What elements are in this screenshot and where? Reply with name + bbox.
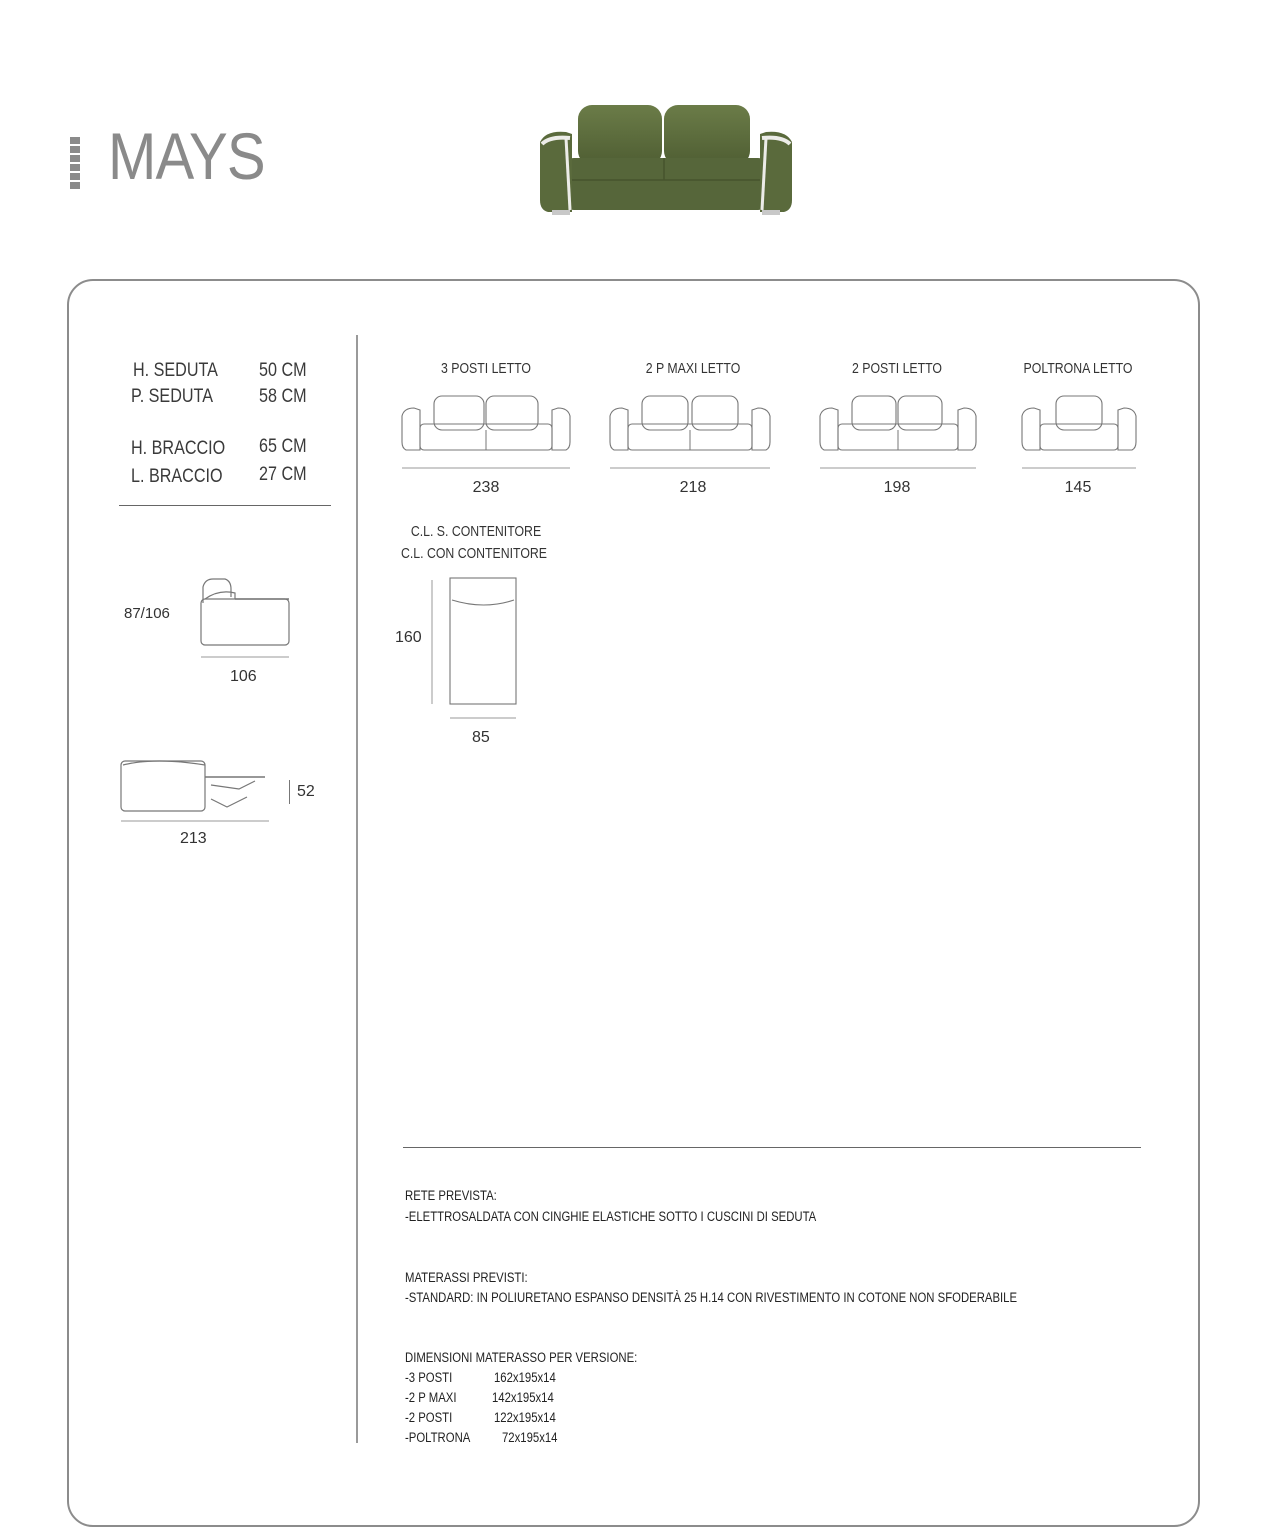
chaise-height-label: 160 [395,629,422,646]
materassi-title: MATERASSI PREVISTI: [405,1270,528,1285]
chaise-width-label: 85 [472,729,490,746]
model-name: POLTRONA LETTO [1023,360,1133,377]
spec-label: P. SEDUTA [131,386,213,407]
open-height-label: 52 [297,783,315,800]
column-divider [356,335,358,1443]
poltrona-drawing [1020,392,1138,472]
notes-divider [403,1147,1141,1148]
spec-label: L. BRACCIO [131,466,223,487]
spec-value: 27 CM [259,464,307,485]
materassi-text: -STANDARD: IN POLIURETANO ESPANSO DENSITÀ 25 H.14 CON RIVESTIMENTO IN COTONE NON SFODERABILE [405,1290,1018,1305]
model-name: 2 POSTI LETTO [851,360,942,377]
dim-size: 72x195x14 [502,1430,558,1445]
open-height-tick [289,780,290,804]
rete-title: RETE PREVISTA: [405,1188,497,1203]
open-bed-drawing [115,755,275,825]
spec-value: 65 CM [259,436,307,457]
chaise-label-1: C.L. S. CONTENITORE [410,523,542,540]
title-bar-icon [70,137,80,191]
model-width: 218 [679,479,707,496]
chaise-drawing [428,576,520,722]
side-height-label: 87/106 [124,605,170,622]
page-title: MAYS [108,119,265,193]
model-name: 2 P MAXI LETTO [645,360,741,377]
dim-name: -2 P MAXI [405,1390,457,1405]
dim-name: -3 POSTI [405,1370,453,1385]
spec-value: 50 CM [259,360,307,381]
model-width: 238 [472,479,500,496]
dimensioni-title: DIMENSIONI MATERASSO PER VERSIONE: [405,1350,638,1365]
model-width: 198 [883,479,911,496]
rete-text: -ELETTROSALDATA CON CINGHIE ELASTICHE SOTTO I CUSCINI DI SEDUTA [405,1209,817,1224]
sofa-3-posti-drawing [400,392,572,472]
model-width: 145 [1064,479,1092,496]
sofa-2-posti-drawing [818,392,978,472]
dim-name: -POLTRONA [405,1430,471,1445]
model-name: 3 POSTI LETTO [440,360,531,377]
spec-value: 58 CM [259,386,307,407]
side-profile-drawing [195,575,295,660]
spec-label: H. SEDUTA [133,360,218,381]
sofa-photo [536,100,796,220]
spec-label: H. BRACCIO [131,438,226,459]
sofa-2-p-maxi-drawing [608,392,772,472]
dim-size: 162x195x14 [494,1370,556,1385]
side-depth-label: 106 [230,668,257,685]
open-length-label: 213 [180,830,207,847]
dim-name: -2 POSTI [405,1410,453,1425]
chaise-label-2: C.L. CON CONTENITORE [400,545,548,562]
spec-divider [119,505,331,506]
dim-size: 122x195x14 [494,1410,556,1425]
dim-size: 142x195x14 [492,1390,554,1405]
